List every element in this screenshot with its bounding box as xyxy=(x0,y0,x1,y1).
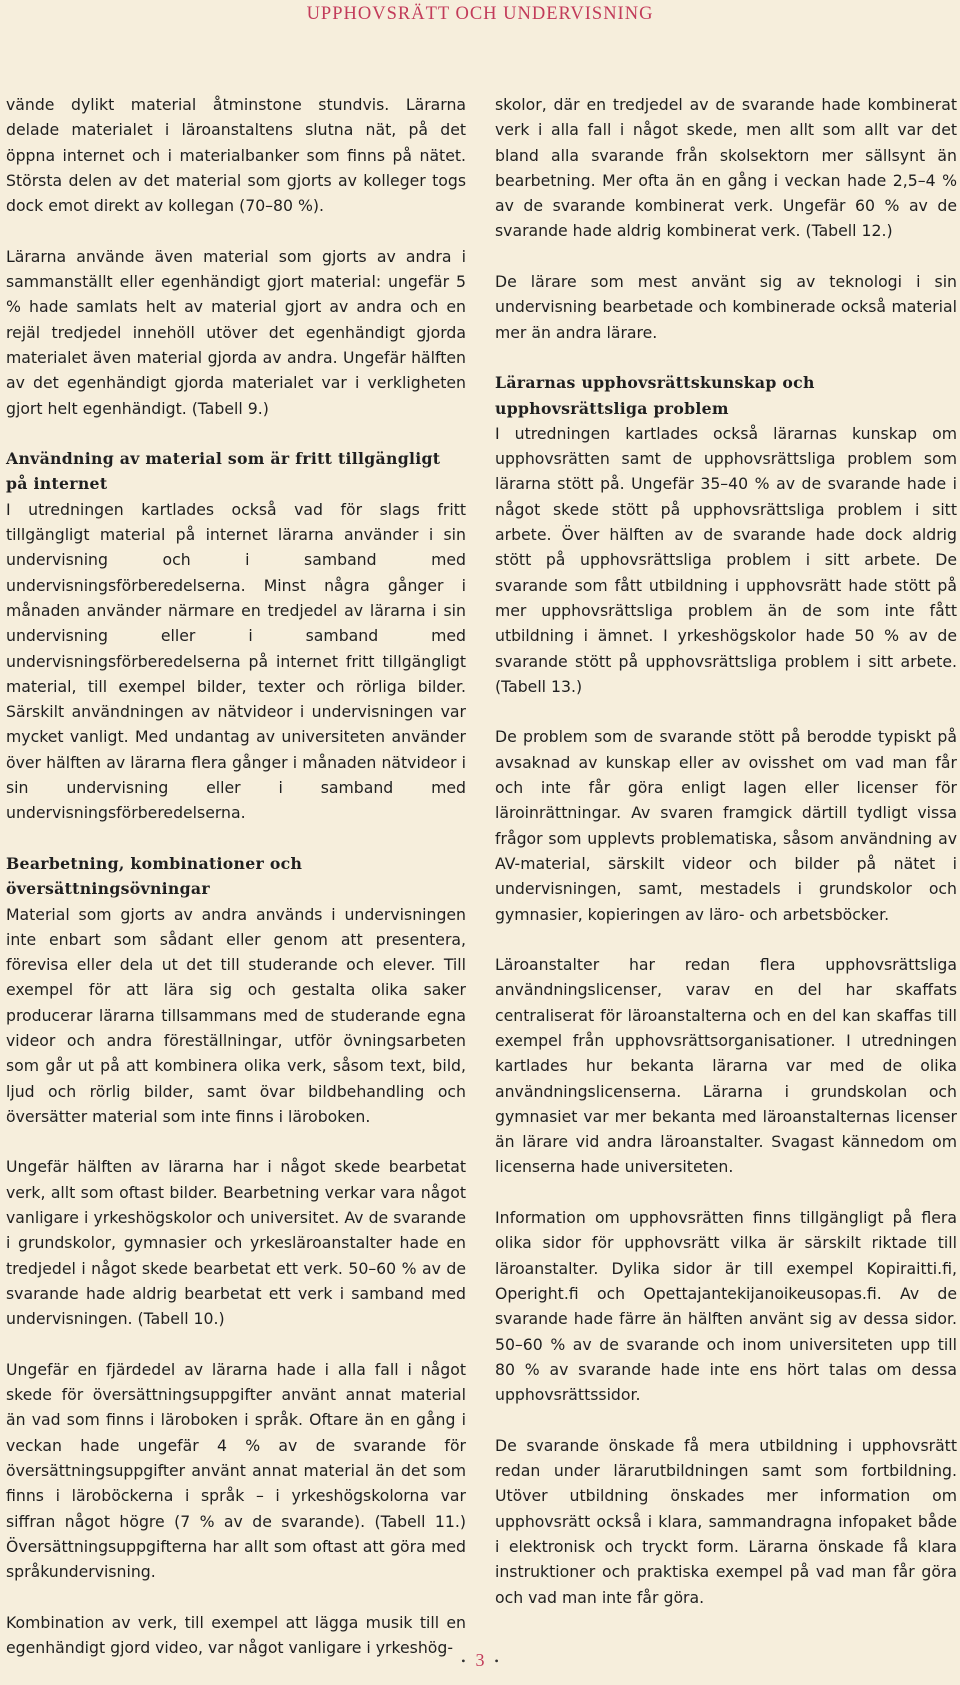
paragraph: Ungefär hälften av lärarna har i något skede bearbetat verk, allt som oftast bilder. Bearbetning verkar vara något vanligare i yrkeshögskolor och universitet. Av de svarande i grundskolor, gymnasier och yrkesläroanstalter hade en tredjedel i något skede bearbetat ett verk. 50–60 % av de svarande hade aldrig bearbetat ett verk i samband med undervisningen. (Tabell 10.) xyxy=(6,1157,466,1329)
right-column xyxy=(495,92,957,1610)
paragraph: I utredningen kartlades också vad för slags fritt tillgängligt material på internet lärarna använder i sin undervisning och i samband med undervisningsförberedelserna. Minst några gånger i månaden använder närmare en tredjedel av lärarna i sin undervisning eller i samband med undervisningsförberedelserna på internet fritt tillgängligt material, till exempel bilder, texter och rörliga bilder. Särskilt användningen av nätvideor i undervisningen var mycket vanligt. Med undantag av universiteten använder över hälften av lärarna flera gånger i månaden nätvideor i sin undervisning eller i samband med undervisningsförberedelserna. xyxy=(6,499,466,823)
paragraph: Kombination av verk, till exempel att lägga musik till en egenhändigt gjord video, var något vanligare i yrkeshög- xyxy=(6,1612,466,1658)
paragraph: vände dylikt material åtminstone stundvis. Lärarna delade materialet i läroanstaltens slutna nät, på det öppna internet och i materialbanker som finns på nätet. Största delen av det material som gjorts av kolleger togs dock emot direkt av kollegan (70–80 %). xyxy=(6,95,466,216)
page-number: 3 xyxy=(475,1650,485,1670)
paragraph: Lärarna använde även material som gjorts av andra i sammanställt eller egenhändigt gjort material: ungefär 5 % hade samlats helt av material gjort av andra och en rejäl tredjedel innehöll utöver det egenhändigt gjorda materialet även material gjorda av andra. Ungefär hälften av det egenhändigt gjorda materialet var i verkligheten gjort helt egenhändigt. (Tabell 9.) xyxy=(6,246,466,418)
paragraph: Ungefär en fjärdedel av lärarna hade i alla fall i något skede för översättningsuppgifter använt annat material än vad som finns i läroboken i språk. Oftare än en gång i veckan hade ungefär 4 % av de svarande för översättningsuppgifter använt annat material än det som finns i läroböckerna i språk – i yrkeshögskolorna var siffran något högre (7 % av de svarande). (Tabell 11.) Översättningsuppgifterna har allt som oftast att göra med språkundervisning. xyxy=(6,1359,466,1582)
paragraph: De svarande önskade få mera utbildning i upphovsrätt redan under lärarutbildningen samt som fortbildning. Utöver utbildning önskades mer information om upphovsrätt också i klara, sammandragna infopaket både i elektronisk och tryckt form. Lärarna önskade få klara instruktioner och praktiska exempel på vad man får göra och vad man inte får göra. xyxy=(495,1435,957,1607)
running-header: UPPHOVSRÄTT OCH UNDERVISNING xyxy=(306,4,654,24)
paragraph: De lärare som mest använt sig av teknologi i sin undervisning bearbetade och kombinerade också material mer än andra lärare. xyxy=(495,272,957,342)
bullet-icon: • xyxy=(494,1654,499,1669)
paragraph: De problem som de svarande stött på berodde typiskt på avsaknad av kunskap eller av ovisshet om vad man får och inte får göra enligt lagen eller licenser för läroinrättningar. Av svaren framgick därtill tydligt vissa frågor som upplevts problematiska, såsom användning av AV-material, särskilt videor och bilder på nätet i undervisningen, samt, mestadels i grundskolor och gymnasier, kopieringen av läro- och arbetsböcker. xyxy=(495,727,957,924)
paragraph: Information om upphovsrätten finns tillgängligt på flera olika sidor för upphovsrätt vilka är särskilt riktade till läroanstalter. Dylika sidor är till exempel Kopiraitti.fi, Operight.fi och Opettajantekijanoikeusopas.fi. Av de svarande hade färre än hälften använt sig av dessa sidor. 50–60 % av de svarande och inom universiteten upp till 80 % av svarande hade inte ens hört talas om dessa upphovsrättssidor. xyxy=(495,1208,957,1405)
section-heading: Bearbetning, kombinationer och översättningsövningar xyxy=(6,853,303,899)
section-heading: Användning av material som är fritt tillgängligt på internet xyxy=(6,449,441,494)
section-heading: Lärarnas upphovsrättskunskap och upphovsrättsliga problem xyxy=(495,373,815,418)
paragraph: skolor, där en tredjedel av de svarande hade kombinerat verk i alla fall i något skede, men allt som allt var det bland alla svarande från skolsektorn mer sällsynt än bearbetning. Mer ofta än en gång i veckan hade 2,5–4 % av de svarande kombinerat verk. Ungefär 60 % av de svarande hade aldrig kombinerat verk. (Tabell 12.) xyxy=(495,95,957,241)
left-column xyxy=(6,92,466,1660)
page-footer xyxy=(0,1650,960,1671)
paragraph: Läroanstalter har redan flera upphovsrättsliga användningslicenser, varav en del har skaffats centraliserat för läroanstalterna och en del kan skaffas till exempel från upphovsrättsorganisationer. I utredningen kartlades hur bekanta lärarna var med de olika användningslicenserna. Lärarna i grundskolan och gymnasiet var mer bekanta med läroanstalternas licenser än lärare vid andra läroanstalter. Svagast kännedom om licenserna hade universiteten. xyxy=(495,955,957,1177)
bullet-icon: • xyxy=(461,1654,466,1669)
paragraph: I utredningen kartlades också lärarnas kunskap om upphovsrätten samt de upphovsrättsliga problem som lärarna stött på. Ungefär 35–40 % av de svarande hade i något skede stött på upphovsrättsliga problem i sitt arbete. Över hälften av de svarande hade dock aldrig stött på upphovsrättsliga problem i sitt arbete. De svarande som fått utbildning i upphovsrätt hade stött på mer upphovsrättsliga problem än de som inte fått utbildning i ämnet. I yrkeshögskolor hade 50 % av de svarande stött på upphovsrättsliga problem i sitt arbete. (Tabell 13.) xyxy=(495,423,957,696)
paragraph: Material som gjorts av andra används i undervisningen inte enbart som sådant eller genom att presentera, förevisa eller dela ut det till studerande och elever. Till exempel för att lära sig och gestalta olika saker producerar lärarna tillsammans med de studerande egna videor och andra föreställningar, utför övningsarbeten som går ut på att kombinera olika verk, såsom text, bild, ljud och rörlig bilder, samt övar bildbehandling och översätter material som inte finns i läroboken. xyxy=(6,904,466,1126)
